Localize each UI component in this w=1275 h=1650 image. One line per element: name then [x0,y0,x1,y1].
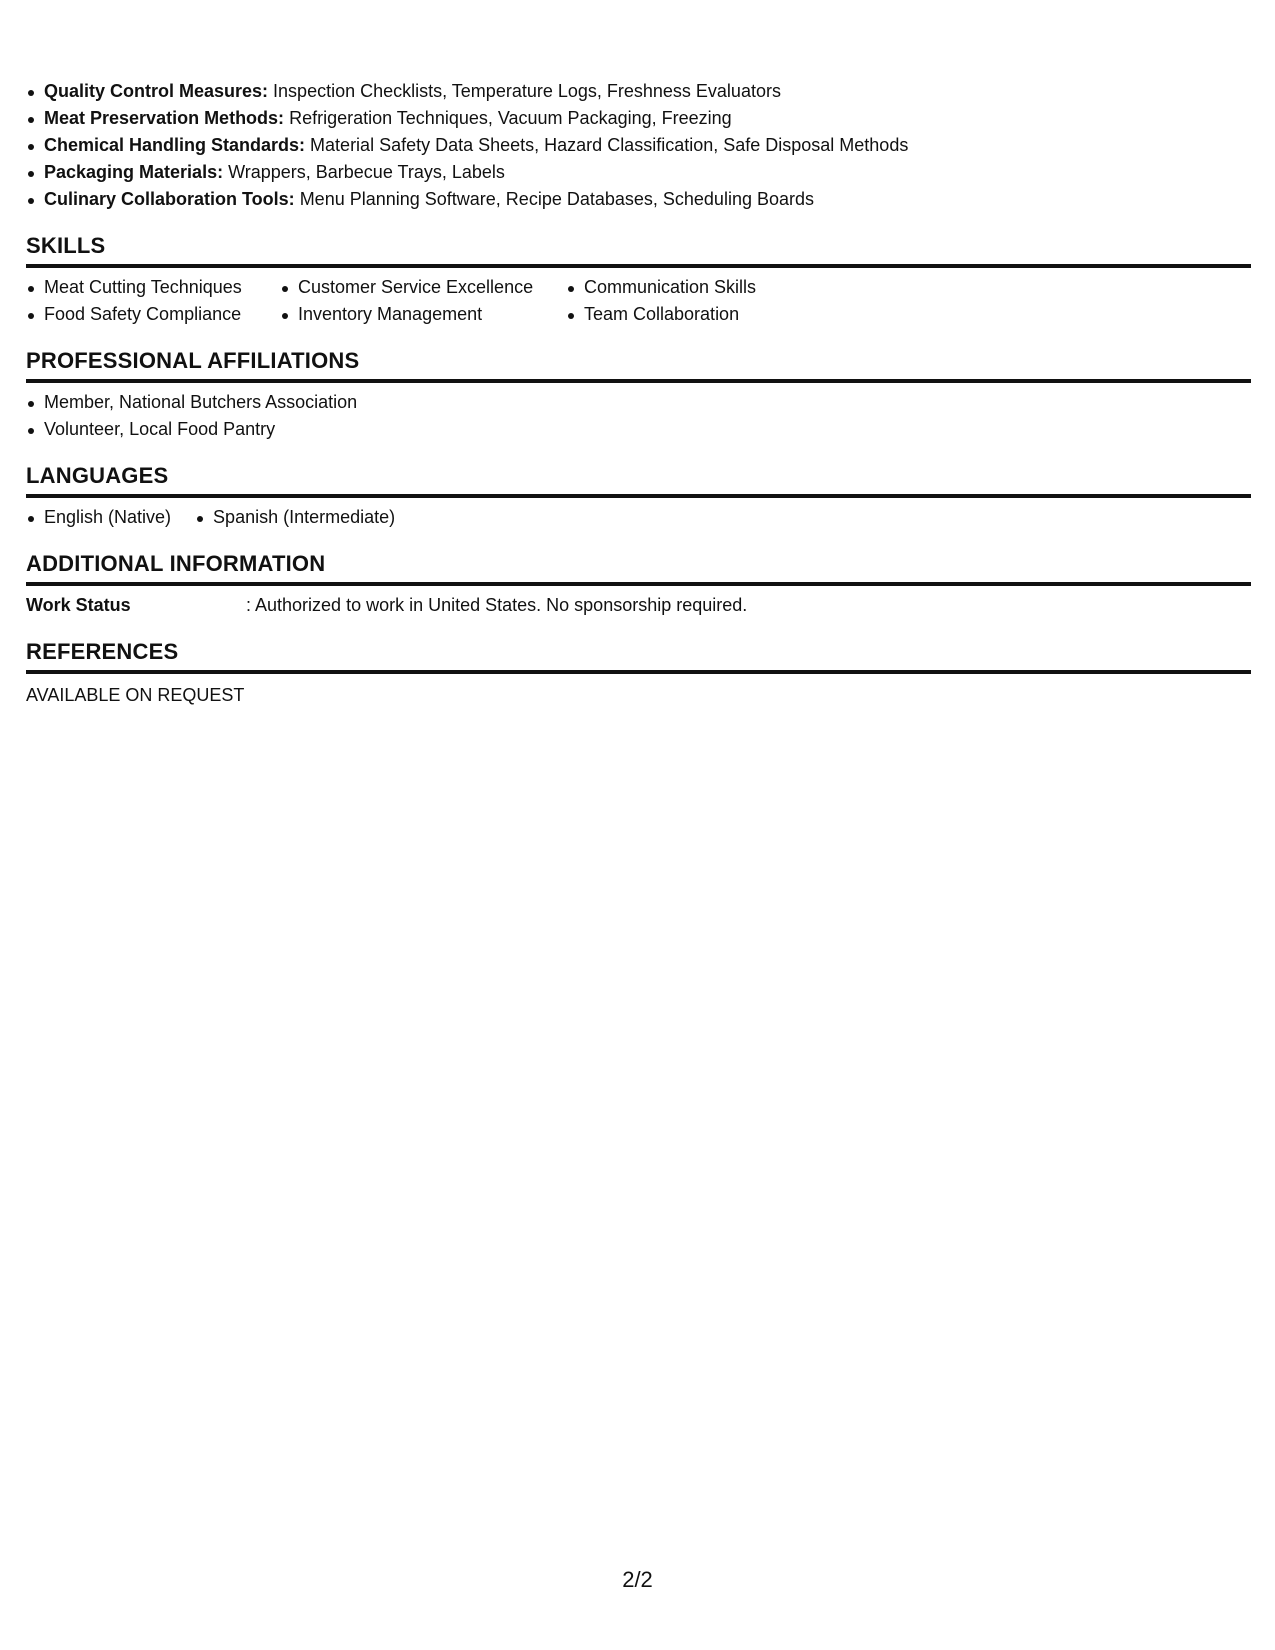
references-heading: REFERENCES [26,637,1251,674]
item-text: Inspection Checklists, Temperature Logs, Freshness Evaluators [268,81,781,101]
list-item [26,159,1251,186]
skill-item: Inventory Management [280,301,544,328]
item-text: Wrappers, Barbecue Trays, Labels [223,162,505,182]
skills-column [566,274,806,328]
skill-item: Customer Service Excellence [280,274,544,301]
additional-info-heading: ADDITIONAL INFORMATION [26,549,1251,586]
skill-item: Team Collaboration [566,301,806,328]
list-item [26,186,1251,213]
affiliations-heading: PROFESSIONAL AFFILIATIONS [26,346,1251,383]
skill-item: Communication Skills [566,274,806,301]
language-item: Spanish (Intermediate) [195,504,395,531]
tools-list [26,78,1251,213]
work-status-value: : Authorized to work in United States. No sponsorship required. [246,595,748,615]
item-label: Chemical Handling Standards: [44,135,306,155]
item-text: Refrigeration Techniques, Vacuum Packaging, Freezing [284,108,732,128]
skill-item: Food Safety Compliance [26,301,258,328]
skills-grid [26,274,1251,328]
list-item [26,132,1251,159]
work-status-label: Work Status [26,595,131,615]
list-item [26,78,1251,105]
skill-item: Meat Cutting Techniques [26,274,258,301]
item-label: Meat Preservation Methods: [44,108,285,128]
resume-page [26,78,1251,709]
affiliation-item: Volunteer, Local Food Pantry [26,416,1251,443]
item-text: Menu Planning Software, Recipe Databases, Scheduling Boards [294,189,814,209]
item-label: Packaging Materials: [44,162,224,182]
page-number: 2/2 [622,1567,653,1592]
list-item [26,105,1251,132]
item-text: Material Safety Data Sheets, Hazard Classification, Safe Disposal Methods [305,135,909,155]
references-text: AVAILABLE ON REQUEST [26,685,245,705]
languages-list [26,504,1251,531]
skills-column [26,274,258,328]
skills-column [280,274,544,328]
languages-heading: LANGUAGES [26,461,1251,498]
item-label: Culinary Collaboration Tools: [44,189,295,209]
item-label: Quality Control Measures: [44,81,269,101]
language-item: English (Native) [26,504,171,531]
work-status-row [26,592,1251,619]
affiliations-list [26,389,1251,443]
skills-heading: SKILLS [26,231,1251,268]
affiliation-item: Member, National Butchers Association [26,389,1251,416]
